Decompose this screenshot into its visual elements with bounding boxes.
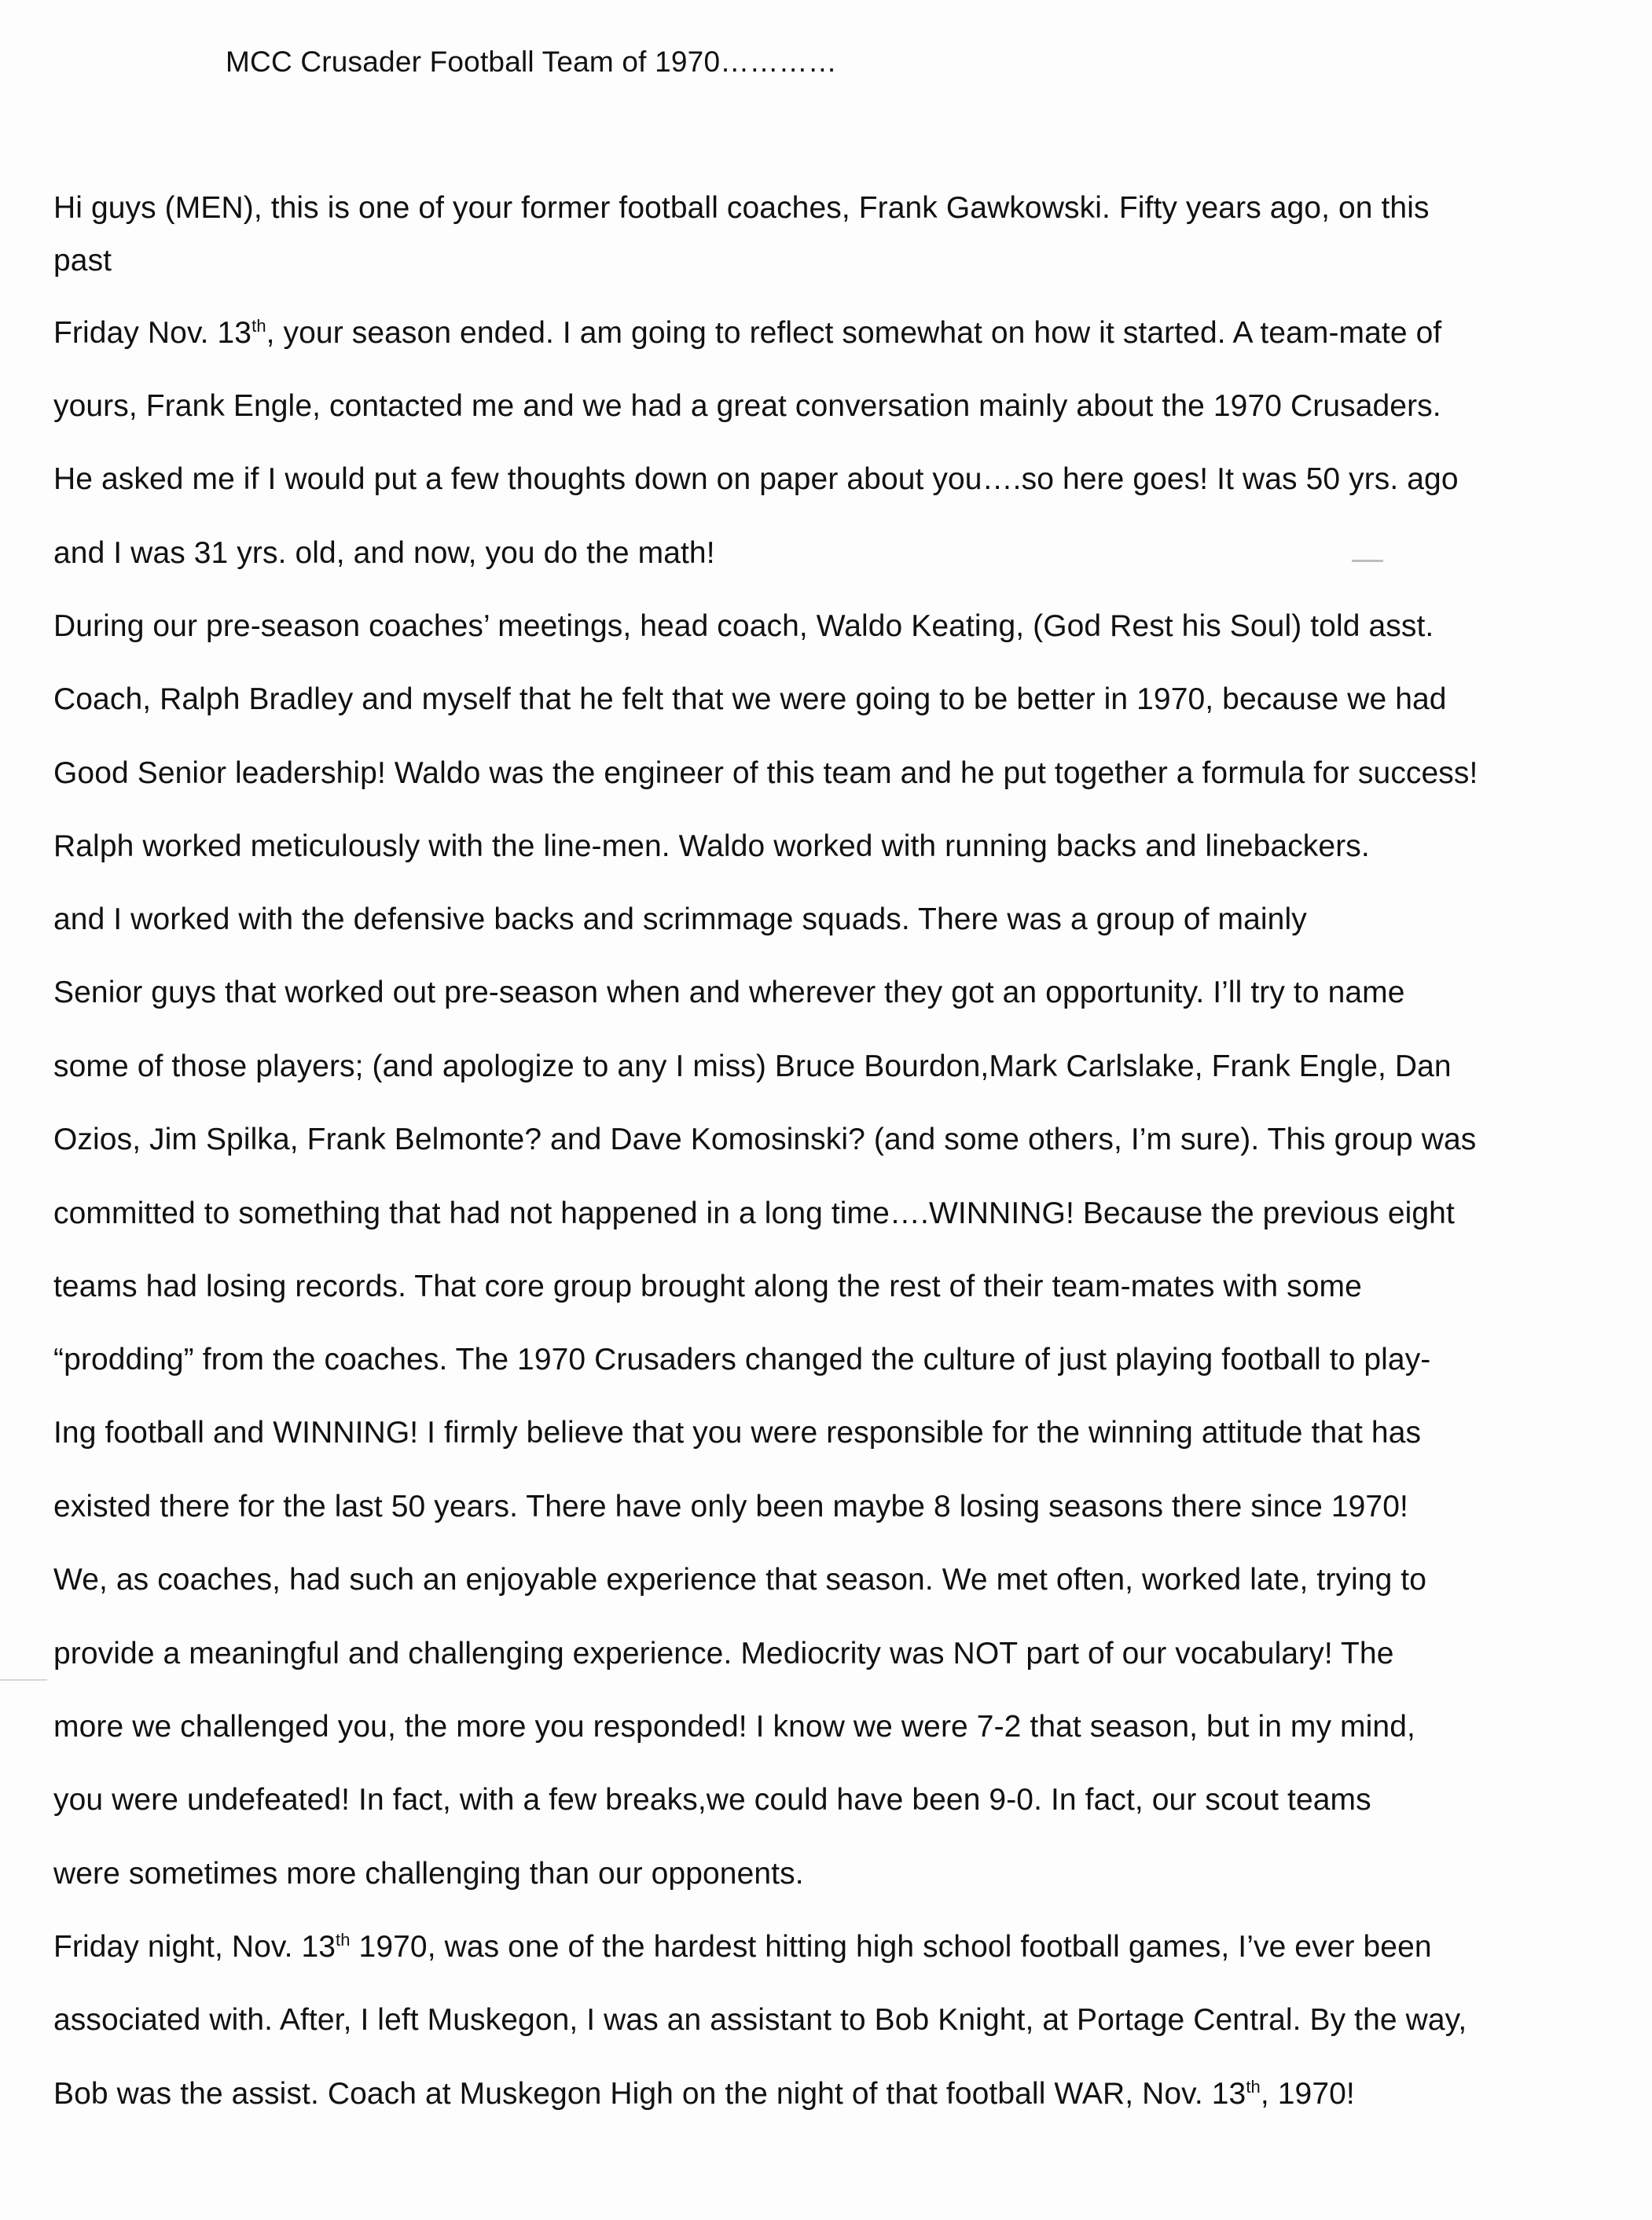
body-line: were sometimes more challenging than our opponents. bbox=[53, 1857, 804, 1891]
body-line bbox=[53, 316, 1441, 351]
body-line: provide a meaningful and challenging experience. Mediocrity was NOT part of our vocabulary! The bbox=[53, 1637, 1394, 1671]
body-line: past bbox=[53, 244, 112, 278]
body-line-post: 1970, was one of the hardest hitting high school football games, I’ve ever been bbox=[350, 1930, 1432, 1964]
body-line-post: , 1970! bbox=[1260, 2077, 1355, 2111]
body-line: and I worked with the defensive backs and scrimmage squads. There was a group of mainly bbox=[53, 902, 1307, 936]
body-line: Ing football and WINNING! I firmly believe that you were responsible for the winning attitude that has bbox=[53, 1416, 1422, 1450]
body-line-post: , your season ended. I am going to reflect somewhat on how it started. A team-mate of bbox=[266, 316, 1442, 350]
body-line-pre: Bob was the assist. Coach at Muskegon High on the night of that football WAR, Nov. 13 bbox=[53, 2077, 1246, 2111]
body-line: teams had losing records. That core group brought along the rest of their team-mates with some bbox=[53, 1270, 1362, 1303]
ordinal-suffix: th bbox=[336, 1930, 351, 1950]
scan-artifact bbox=[0, 1679, 47, 1681]
body-line: We, as coaches, had such an enjoyable experience that season. We met often, worked late, trying to bbox=[53, 1563, 1427, 1597]
body-line: Good Senior leadership! Waldo was the engineer of this team and he put together a formula for success! bbox=[53, 756, 1478, 790]
body-line: more we challenged you, the more you responded! I know we were 7-2 that season, but in my mind, bbox=[53, 1710, 1415, 1744]
body-line bbox=[53, 2077, 1355, 2112]
scan-artifact bbox=[1352, 560, 1383, 562]
body-line-pre: Friday Nov. 13 bbox=[53, 316, 252, 350]
body-line: associated with. After, I left Muskegon, I was an assistant to Bob Knight, at Portage Central. By the way, bbox=[53, 2003, 1467, 2037]
body-line: Ozios, Jim Spilka, Frank Belmonte? and Dave Komosinski? (and some others, I’m sure). This group was bbox=[53, 1123, 1477, 1156]
body-line: Ralph worked meticulously with the line-men. Waldo worked with running backs and linebackers. bbox=[53, 829, 1370, 863]
body-line: you were undefeated! In fact, with a few breaks,we could have been 9-0. In fact, our scout teams bbox=[53, 1783, 1371, 1817]
body-line: “prodding” from the coaches. The 1970 Crusaders changed the culture of just playing football to play- bbox=[53, 1343, 1431, 1376]
body-line: Coach, Ralph Bradley and myself that he felt that we were going to be better in 1970, because we had bbox=[53, 682, 1447, 716]
body-line: Hi guys (MEN), this is one of your former football coaches, Frank Gawkowski. Fifty years ago, on this bbox=[53, 191, 1430, 225]
body-line: During our pre-season coaches’ meetings, head coach, Waldo Keating, (God Rest his Soul) told asst. bbox=[53, 609, 1434, 643]
body-line: and I was 31 yrs. old, and now, you do the math! bbox=[53, 536, 715, 570]
body-line bbox=[53, 1930, 1432, 1965]
body-line: existed there for the last 50 years. There have only been maybe 8 losing seasons there since 1970! bbox=[53, 1490, 1408, 1523]
body-line-pre: Friday night, Nov. 13 bbox=[53, 1930, 336, 1964]
document-title: MCC Crusader Football Team of 1970………… bbox=[226, 46, 838, 78]
body-line: some of those players; (and apologize to any I miss) Bruce Bourdon,Mark Carlslake, Frank Engle, Dan bbox=[53, 1049, 1452, 1083]
body-line: Senior guys that worked out pre-season when and wherever they got an opportunity. I’ll try to name bbox=[53, 976, 1405, 1009]
ordinal-suffix: th bbox=[251, 316, 266, 336]
body-line: committed to something that had not happened in a long time….WINNING! Because the previous eight bbox=[53, 1196, 1455, 1230]
body-line: He asked me if I would put a few thoughts down on paper about you….so here goes! It was 50 yrs. ago bbox=[53, 462, 1459, 496]
ordinal-suffix: th bbox=[1246, 2077, 1261, 2097]
body-line: yours, Frank Engle, contacted me and we had a great conversation mainly about the 1970 Crusaders. bbox=[53, 389, 1441, 423]
